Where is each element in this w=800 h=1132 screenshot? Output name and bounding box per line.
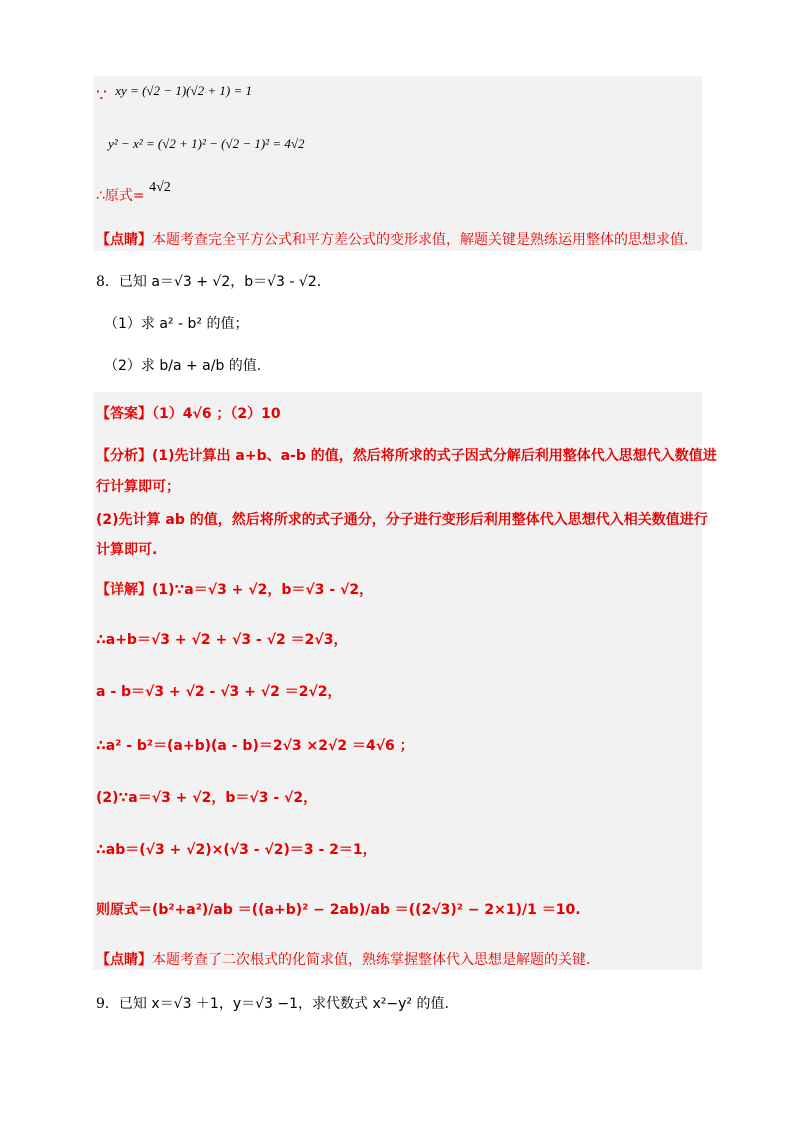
detail-7: 则原式＝(b²+a²)/ab ＝((a+b)² − 2ab)/ab ＝((2√3)² − 2×1)/1 ＝10. xyxy=(96,902,581,918)
detail-line-1 xyxy=(96,580,373,600)
q8-stem-line xyxy=(96,272,331,292)
comment-tag-8: 【点睛】 xyxy=(96,952,152,968)
detail-2: ∴a+b＝√3 + √2 + √3 - √2 ＝2√3， xyxy=(96,632,348,648)
because-xy-line xyxy=(96,80,252,106)
q9-line xyxy=(96,994,449,1014)
analysis-line-1a xyxy=(96,446,717,466)
answer-tag: 【答案】 xyxy=(96,406,152,422)
q9-number: 9． xyxy=(96,996,119,1012)
answer-text: （1）4√6 ；（2）10 xyxy=(152,406,281,422)
analysis-2b: 计算即可. xyxy=(96,542,158,558)
q8-part2: （2）求 b/a + a/b 的值. xyxy=(104,358,262,374)
q9-stem: 已知 x＝√3 ＋1，y＝√3 −1，求代数式 x²−y² 的值. xyxy=(118,996,449,1012)
answer-line xyxy=(96,404,281,424)
solution-block-7 xyxy=(93,76,702,251)
comment-text-7: 本题考查完全平方公式和平方差公式的变形求值，解题关键是熟练运用整体的思想求值. xyxy=(152,232,689,248)
therefore-label: ∴原式= xyxy=(96,188,145,204)
q8-part1: （1）求 a² - b² 的值； xyxy=(104,316,249,332)
q8-number: 8． xyxy=(96,274,119,290)
analysis-tag: 【分析】 xyxy=(96,448,152,464)
y2-x2-equation: y² − x² = (√2 + 1)² − (√2 − 1)² = 4√2 xyxy=(108,136,305,151)
therefore-value: 4√2 xyxy=(149,180,171,195)
comment-text-8: 本题考查了二次根式的化简求值，熟练掌握整体代入思想是解题的关键. xyxy=(152,952,591,968)
comment-tag-7: 【点睛】 xyxy=(96,232,152,248)
comment-line-8 xyxy=(96,950,590,970)
q8-stem: 已知 a＝√3 + √2，b＝√3 - √2． xyxy=(118,274,331,290)
analysis-2a: (2)先计算 ab 的值，然后将所求的式子通分，分子进行变形后利用整体代入思想代入相关数值进行 xyxy=(96,512,708,528)
detail-tag: 【详解】 xyxy=(96,582,152,598)
analysis-1b: 行计算即可； xyxy=(96,479,180,495)
comment-line-7 xyxy=(96,230,688,250)
y2-x2-line xyxy=(108,134,305,154)
therefore-line xyxy=(96,180,171,207)
detail-6: ∴ab＝(√3 + √2)×(√3 - √2)＝3 - 2＝1， xyxy=(96,842,377,858)
analysis-1a: (1)先计算出 a+b、a-b 的值，然后将所求的式子因式分解后利用整体代入思想代入数值进 xyxy=(152,448,717,464)
because-symbol: ∵ xyxy=(96,86,107,106)
solution-block-8 xyxy=(93,392,702,970)
detail-3: a - b＝√3 + √2 - √3 + √2 ＝2√2， xyxy=(96,684,342,700)
detail-1: (1)∵a＝√3 + √2，b＝√3 - √2， xyxy=(152,582,374,598)
detail-4: ∴a² - b²＝(a+b)(a - b)＝2√3 ×2√2 ＝4√6 ； xyxy=(96,738,414,754)
detail-5: (2)∵a＝√3 + √2，b＝√3 - √2， xyxy=(96,790,318,806)
xy-equation: xy = (√2 − 1)(√2 + 1) = 1 xyxy=(115,83,252,98)
